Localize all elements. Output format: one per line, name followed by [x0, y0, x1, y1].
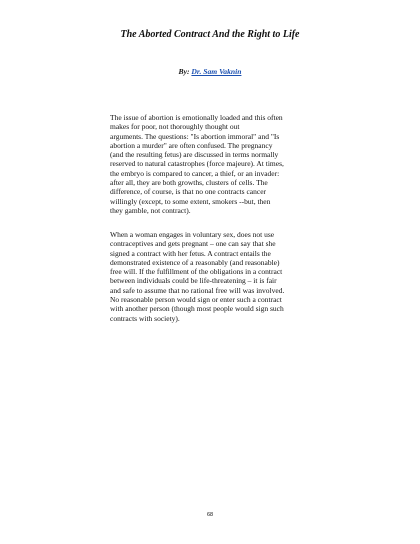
byline: [0, 67, 420, 77]
byline-prefix: By:: [178, 67, 192, 76]
document-title: The Aborted Contract And the Right to Life: [120, 29, 300, 40]
author-link[interactable]: Dr. Sam Vaknin: [191, 67, 242, 76]
page-number: 68: [206, 512, 214, 518]
body-paragraph: When a woman engages in voluntary sex, does not use contraceptives and gets pregnant – one can say that she signed a contract with her fetus. A contract entails the demonstrated existence of a reasonably (and reasonable) free will. If the fulfillment of the obligations in a contract between individuals could be life-threatening – it is fair and safe to assume that no rational free will was involved. No reasonable person would sign or enter such a contract with another person (though most people would sign such contracts with society).: [110, 230, 285, 323]
body-paragraph: The issue of abortion is emotionally loaded and this often makes for poor, not thoroughly thought out arguments. The questions: "Is abortion immoral" and "Is abortion a murder" are often confused. The pregnancy (and the resulting fetus) are discussed in terms normally reserved to natural catastrophes (force majeure). At times, the embryo is compared to cancer, a thief, or an invader: after all, they are both growths, clusters of cells. The difference, of course, is that no one contracts cancer willingly (except, to some extent, smokers --but, then they gamble, not contract).: [110, 113, 284, 215]
